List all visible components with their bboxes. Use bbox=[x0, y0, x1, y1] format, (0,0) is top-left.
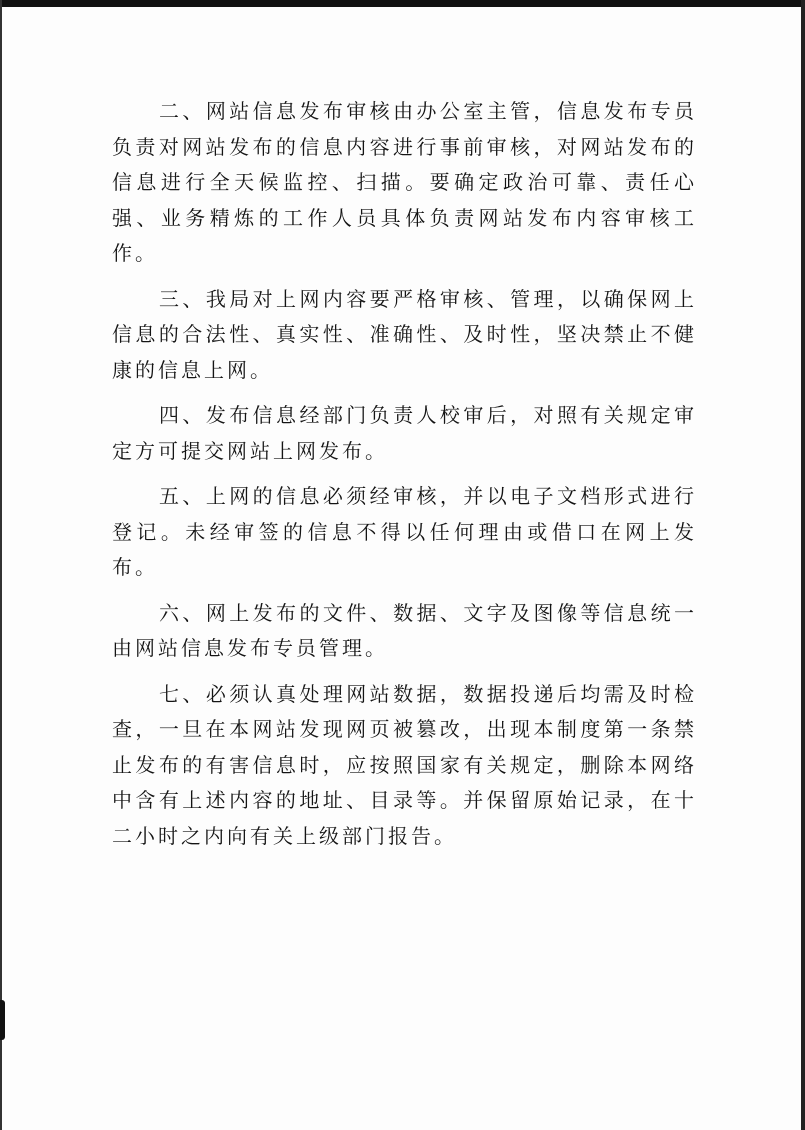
scan-border-right bbox=[801, 0, 805, 1130]
paragraph-4: 四、发布信息经部门负责人校审后，对照有关规定审定方可提交网站上网发布。 bbox=[112, 403, 697, 463]
scan-border-left bbox=[0, 0, 2, 1130]
paragraph-7: 七、必须认真处理网站数据，数据投递后均需及时检查，一旦在本网站发现网页被篡改，出现本制度第一条禁止发布的有害信息时，应按照国家有关规定，删除本网络中含有上述内容的地址、目录等。并保留原始记录，在十二小时之内向有关上级部门报告。 bbox=[112, 681, 697, 848]
paragraph-2: 二、网站信息发布审核由办公室主管，信息发布专员负责对网站发布的信息内容进行事前审核，对网站发布的信息进行全天候监控、扫描。要确定政治可靠、责任心强、业务精炼的工作人员具体负责网站发布内容审核工作。 bbox=[112, 99, 697, 265]
paragraph-3: 三、我局对上网内容要严格审核、管理，以确保网上信息的合法性、真实性、准确性、及时性，坚决禁止不健康的信息上网。 bbox=[112, 286, 697, 382]
document-body bbox=[112, 94, 697, 864]
paragraph-5: 五、上网的信息必须经审核，并以电子文档形式进行登记。未经审签的信息不得以任何理由或借口在网上发布。 bbox=[112, 484, 697, 579]
paragraph-6: 六、网上发布的文件、数据、文字及图像等信息统一由网站信息发布专员管理。 bbox=[112, 600, 697, 660]
scan-binding-mark bbox=[0, 1000, 5, 1040]
scan-border-top bbox=[0, 0, 805, 7]
